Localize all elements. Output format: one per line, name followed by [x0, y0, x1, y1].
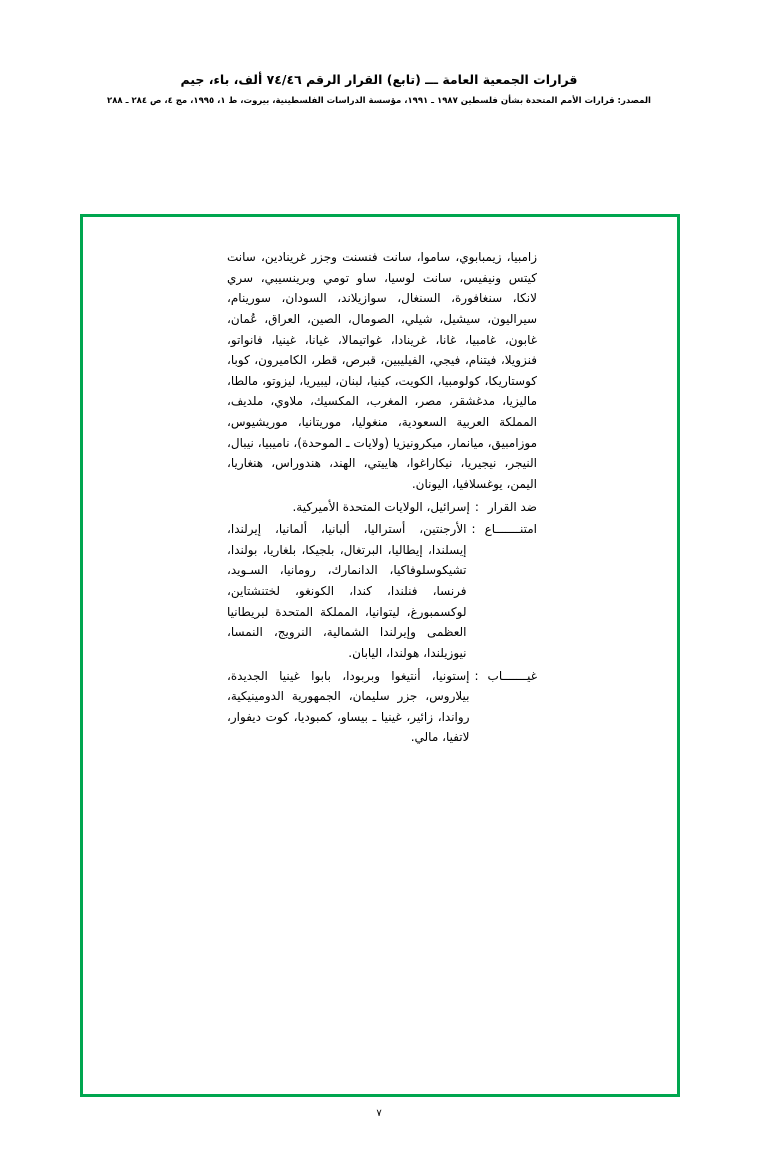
vote-entry-label: ضد القرار	[487, 499, 537, 514]
document-page	[0, 72, 758, 1150]
vote-entry-value: الأرجنتين، أستراليا، ألبانيا، ألمانيا، إيرلندا، إيسلندا، إيطاليا، البرتغال، بلجيكا، بلغاريا، بولندا، تشيكوسلوفاكيا، الدانمارك، رومانيا، السـويد، فرنسا، فنلندا، كندا، الكونغو، لختنشتاين، لوكسمبورغ، ليتوانيا، المملكة المتحدة لبريطانيا العظمى وإيرلندا الشمالية، النرويج، النمسا، نيوزيلندا، هولندا، اليابان.	[227, 522, 467, 660]
vote-entry-abstain	[227, 519, 537, 663]
page-number: ٧	[376, 1108, 382, 1119]
vote-entry-label: امتنـــــــاع	[484, 522, 537, 537]
vote-entry-value: إستونيا، أنتيغوا وبربودا، بابوا غينيا الجديدة، بيلاروس، جزر سليمان، الجمهورية الدومينيكية، رواندا، زائير، غينيا ـ بيساو، كمبوديا، كوت ديفوار، لاتفيا، مالي.	[227, 668, 470, 745]
vote-entry-colon: :	[474, 668, 479, 683]
green-border-frame	[80, 214, 680, 1097]
document-body	[227, 247, 537, 748]
vote-entry-colon: :	[474, 499, 479, 514]
vote-entry-colon: :	[471, 522, 476, 537]
vote-entry-label: غيـــــــاب	[487, 668, 537, 683]
document-source-line: المصدر: قرارات الأمم المتحدة بشأن فلسطين ١٩٨٧ ـ ١٩٩١، مؤسسة الدراسات الفلسطينية، بيروت، ط ١، ١٩٩٥، مج ٤، ص ٢٨٤ ـ ٢٨٨	[107, 96, 651, 106]
vote-entry-value: إسرائيل، الولايات المتحدة الأميركية.	[292, 499, 470, 514]
vote-entry-absent	[227, 666, 537, 749]
countries-paragraph: زامبيا، زيمبابوي، ساموا، سانت فنسنت وجزر غرينادين، سانت كيتس ونيفيس، سانت لوسيا، ساو تومي وبرينسيبي، سري لانكا، سنغافورة، السنغال، سوازيلاند، السودان، سورينام، سيراليون، سيشيل، شيلي، الصومال، الصين، العراق، عُمان، غابون، غامبيا، غانا، غرينادا، غواتيمالا، غيانا، غينيا، فانواتو، فنزويلا، فيتنام، فيجي، الفيليبين، قبرص، قطر، الكاميرون، كوبا، كوستاريكا، كولومبيا، الكويت، كينيا، لبنان، ليبيريا، ليزوتو، مالطا، ماليزيا، مدغشقر، مصر، المغرب، المكسيك، ملاوي، ملديف، المملكة العربية السعودية، منغوليا، موريتانيا، موريشيوس، موزامبيق، ميانمار، ميكرونيزيا (ولايات ـ الموحدة)، ناميبيا، نيبال، النيجر، نيجيريا، نيكاراغوا، هاييتي، الهند، هندوراس، هنغاريا، اليمن، يوغسلافيا، اليونان.	[227, 250, 537, 491]
document-header-title: قرارات الجمعية العامة ـــ (تابع) القرار الرقم ٧٤/٤٦ ألف، باء، جيم	[180, 72, 578, 87]
vote-entry-against	[227, 497, 537, 518]
